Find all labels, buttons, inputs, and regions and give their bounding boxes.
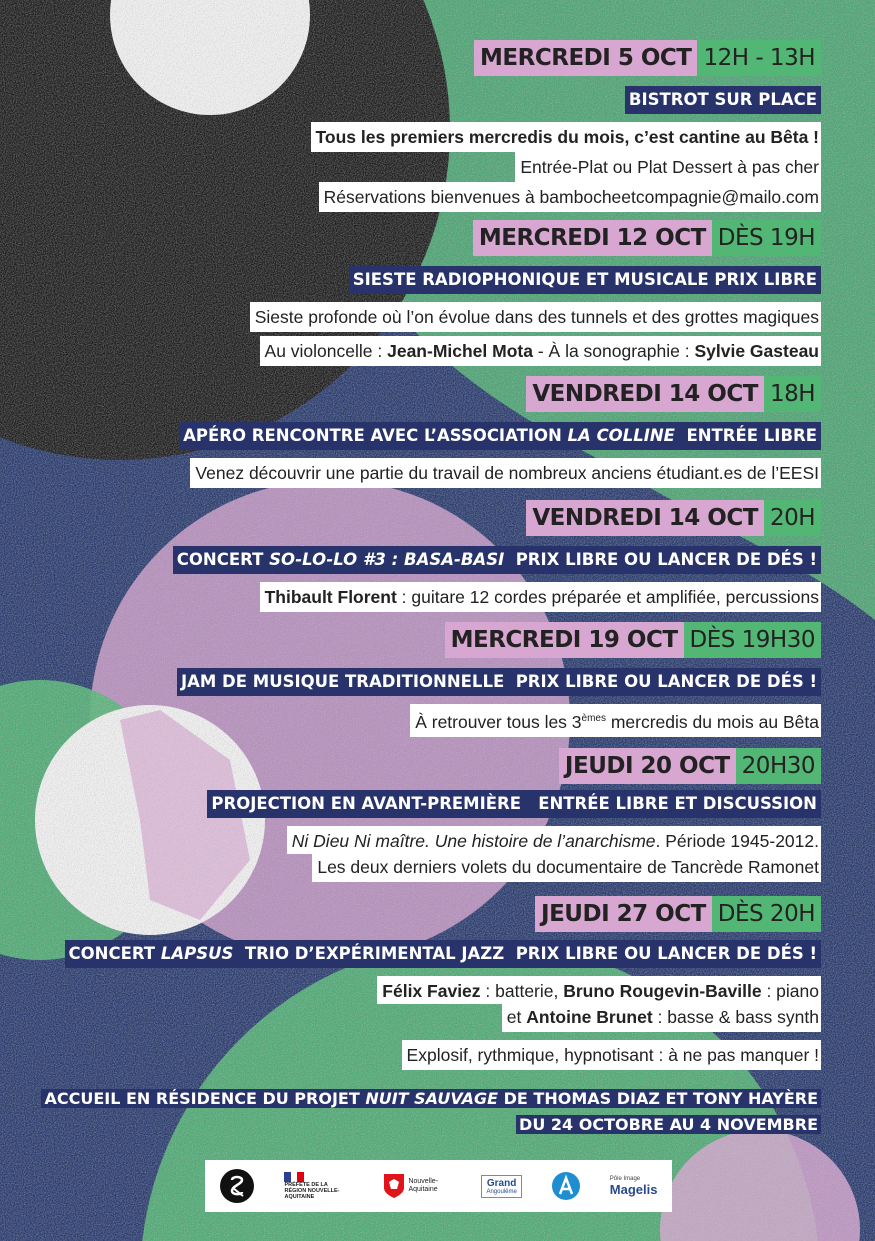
partner-logos [205,1160,672,1212]
a-logo-icon [551,1171,581,1201]
event-date: VENDREDI 14 OCT [526,500,764,536]
event-1 [311,40,821,212]
event-time: DÈS 19H30 [684,622,821,658]
event-6-header [559,748,821,784]
event-date: MERCREDI 19 OCT [445,622,684,658]
event-line: Thibault Florent : guitare 12 cordes préparée et amplifiée, percussions [260,582,821,612]
event-line: Sieste profonde où l’on évolue dans des tunnels et des grottes magiques [250,302,821,332]
event-4 [173,500,821,612]
event-heading: PROJECTION EN AVANT-PREMIÈRE ENTRÉE LIBRE ET DISCUSSION [207,790,821,818]
event-line: Venez découvrir une partie du travail de nombreux anciens étudiant.es de l’EESI [190,458,821,488]
region-logo: Nouvelle-Aquitaine [383,1173,452,1199]
event-heading: CONCERT LAPSUS TRIO D’EXPÉRIMENTAL JAZZ PRIX LIBRE OU LANCER DE DÉS ! [65,940,821,968]
event-date: MERCREDI 12 OCT [473,220,712,256]
region-shield-icon [383,1173,405,1199]
event-7 [65,896,821,1070]
event-3 [179,376,821,488]
event-4-header [526,500,821,536]
event-7-header [535,896,821,932]
event-5-header [445,622,821,658]
event-line: À retrouver tous les 3èmes mercredis du mois au Bêta [410,704,821,737]
event-6 [207,748,821,882]
event-heading: BISTROT SUR PLACE [625,86,821,114]
event-heading: JAM DE MUSIQUE TRADITIONNELLE PRIX LIBRE OU LANCER DE DÉS ! [177,668,821,696]
event-time: 20H30 [736,748,821,784]
event-line: Au violoncelle : Jean-Michel Mota - À la sonographie : Sylvie Gasteau [260,336,821,366]
event-line: Ni Dieu Ni maître. Une histoire de l’anarchisme. Période 1945-2012. [287,826,821,854]
event-time: 12H - 13H [697,40,821,76]
event-line: Entrée-Plat ou Plat Dessert à pas cher [515,152,821,182]
event-line: Explosif, rythmique, hypnotisant : à ne pas manquer ! [402,1040,821,1070]
residence-announcement [41,1086,821,1138]
event-heading: CONCERT SO-LO-LO #3 : BASA-BASI PRIX LIBRE OU LANCER DE DÉS ! [173,546,821,574]
event-5 [177,622,821,737]
event-line: Réservations bienvenues à bambocheetcompagnie@mailo.com [319,182,821,212]
french-flag-icon [284,1172,304,1182]
event-2 [250,220,821,366]
event-line: Les deux derniers volets du documentaire de Tancrède Ramonet [312,854,821,882]
event-heading: APÉRO RENCONTRE AVEC L’ASSOCIATION LA COLLINE ENTRÉE LIBRE [179,422,821,450]
magelis-logo: Pôle Image Magelis [609,1175,658,1197]
event-date: MERCREDI 5 OCT [474,40,697,76]
event-time: DÈS 20H [712,896,821,932]
event-date: JEUDI 27 OCT [535,896,712,932]
event-time: 20H [764,500,821,536]
residence-line-1: ACCUEIL EN RÉSIDENCE DU PROJET NUIT SAUVAGE DE THOMAS DIAZ ET TONY HAYÈRE [41,1089,821,1108]
s-logo-icon [219,1168,255,1204]
event-time: DÈS 19H [712,220,821,256]
grand-angouleme-logo: Grand Angoulême [481,1175,521,1198]
event-date: JEUDI 20 OCT [559,748,736,784]
event-line: et Antoine Brunet : basse & bass synth [502,1004,821,1032]
event-3-header [526,376,821,412]
event-heading: SIESTE RADIOPHONIQUE ET MUSICALE PRIX LIBRE [349,266,821,294]
prefecture-logo: PRÉFÈTE DE LA RÉGION NOUVELLE-AQUITAINE [284,1172,354,1200]
event-line: Félix Faviez : batterie, Bruno Rougevin-Baville : piano [377,976,821,1004]
event-time: 18H [764,376,821,412]
event-date: VENDREDI 14 OCT [526,376,764,412]
event-line: Tous les premiers mercredis du mois, c’est cantine au Bêta ! [311,122,821,152]
event-1-header [474,40,821,76]
residence-line-2: DU 24 OCTOBRE AU 4 NOVEMBRE [516,1115,821,1134]
event-2-header [473,220,821,256]
